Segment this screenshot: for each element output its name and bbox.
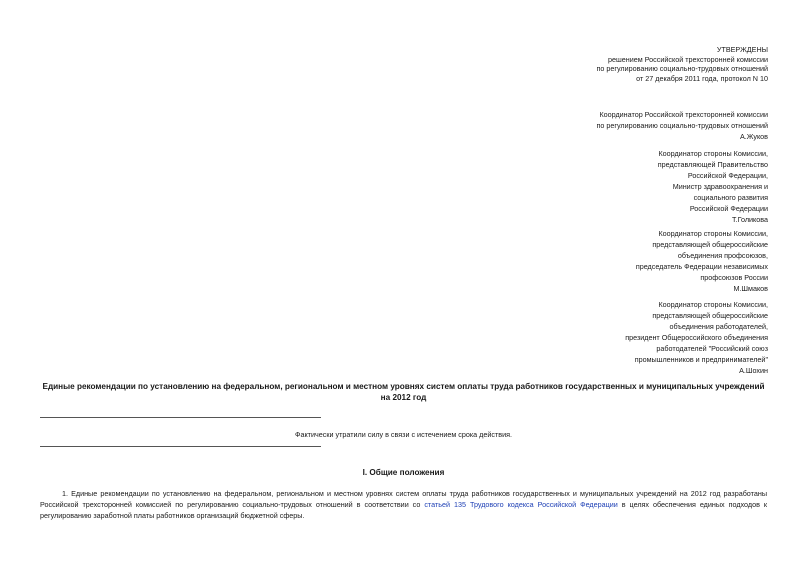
coordinator-line: Координатор стороны Комиссии, xyxy=(658,229,768,238)
coordinator-line: представляющей общероссийские xyxy=(652,311,768,320)
paragraph xyxy=(40,488,767,521)
coordinator-signature-block xyxy=(596,109,768,142)
coordinator-line: профсоюзов России xyxy=(700,273,768,282)
coordinator-name: М.Шмаков xyxy=(733,284,768,293)
document-title: Единые рекомендации по установлению на федеральном, региональном и местном уровнях систем оплаты труда работников государственных и муниципальных учреждений на 2012 год xyxy=(42,382,765,402)
coordinator-line: объединения работодателей, xyxy=(669,322,768,331)
approval-line: от 27 декабря 2011 года, протокол N 10 xyxy=(636,73,768,83)
coordinator-line: Координатор Российской трехсторонней комиссии xyxy=(599,110,768,119)
approval-line: решением Российской трехсторонней комиссии xyxy=(608,54,768,64)
coordinator-line: представляющей общероссийские xyxy=(652,240,768,249)
coordinator-name: Т.Голикова xyxy=(731,215,768,224)
paragraph-text: 1. Единые рекомендации по установлению на федеральном, региональном и местном уровнях систем оплаты труда работников государственных и муниципальных учреждений на 2012 год разработаны Российской трехсторонней комиссией по регулированию социально-трудовых отношений в соответствии со xyxy=(40,489,767,509)
approval-stamp xyxy=(596,45,768,83)
coordinator-signature-block xyxy=(636,228,768,294)
coordinator-line: работодателей "Российский союз xyxy=(656,344,768,353)
lapsed-note: Фактически утратили силу в связи с истечением срока действия. xyxy=(295,430,512,439)
coordinator-line: промышленников и предпринимателей" xyxy=(634,355,768,364)
coordinator-signature-block xyxy=(625,299,768,376)
coordinator-line: Министр здравоохранения и xyxy=(672,182,768,191)
paragraph-text: в целях обеспечения единых подходов к регулированию заработной платы работников организаций бюджетной сферы. xyxy=(40,500,768,520)
coordinator-line: по регулированию социально-трудовых отношений xyxy=(596,121,768,130)
section-heading: I. Общие положения xyxy=(362,468,445,477)
coordinator-line: председатель Федерации независимых xyxy=(635,262,768,271)
divider xyxy=(40,446,321,447)
coordinator-line: социального развития xyxy=(693,193,768,202)
labor-code-link[interactable]: статьей 135 Трудового кодекса Российской Федерации xyxy=(424,500,618,509)
coordinator-line: Координатор стороны Комиссии, xyxy=(658,149,768,158)
coordinator-line: Координатор стороны Комиссии, xyxy=(658,300,768,309)
coordinator-line: объединения профсоюзов, xyxy=(677,251,768,260)
approval-line: по регулированию социально-трудовых отношений xyxy=(596,64,768,74)
coordinator-signature-block xyxy=(658,148,768,225)
coordinator-name: А.Шохин xyxy=(739,366,768,375)
coordinator-line: президент Общероссийского объединения xyxy=(625,333,768,342)
coordinator-line: Российской Федерации xyxy=(689,204,768,213)
divider xyxy=(40,417,321,418)
approval-heading: УТВЕРЖДЕНЫ xyxy=(716,45,768,54)
coordinator-line: Российской Федерации, xyxy=(687,171,768,180)
coordinator-line: представляющей Правительство xyxy=(657,160,768,169)
coordinator-name: А.Жуков xyxy=(740,132,768,141)
